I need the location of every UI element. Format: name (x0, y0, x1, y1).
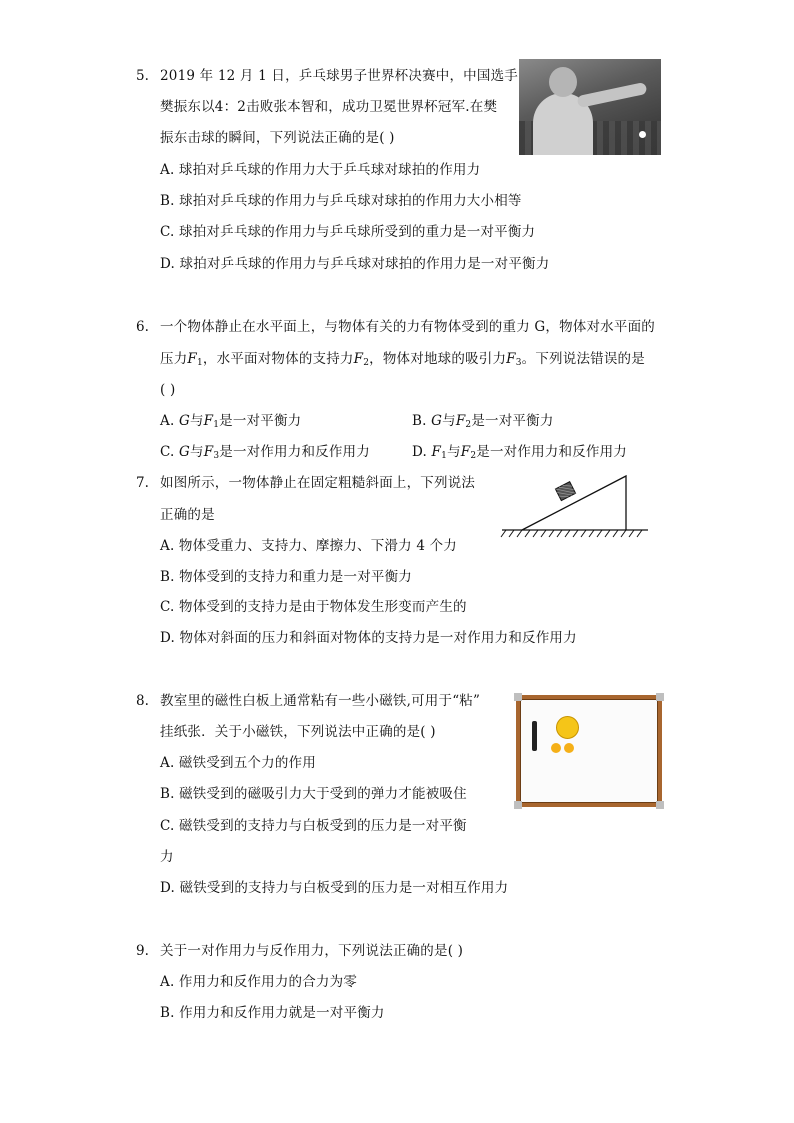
question-6-option-c[interactable]: C. G与$F_3$是一对作用力和反作用力 (160, 444, 370, 461)
question-7-line-2: 正确的是 (160, 507, 215, 523)
question-8-option-d[interactable]: D. 磁铁受到的支持力与白板受到的压力是一对相互作用力 (160, 880, 509, 896)
incline-diagram (500, 472, 650, 540)
whiteboard-image (516, 695, 662, 807)
question-9-number: 9. (136, 943, 149, 959)
question-8-option-a[interactable]: A. 磁铁受到五个力的作用 (160, 755, 316, 771)
question-5-option-a[interactable]: A. 球拍对乒乓球的作用力大于乒乓球对球拍的作用力 (160, 162, 481, 178)
table-tennis-photo (519, 59, 661, 155)
question-8-option-c-continued: 力 (160, 849, 174, 865)
question-6-line-2: 压力$F_1$，水平面对物体的支持力$F_2$，物体对地球的吸引力$F_3$。下列说法错误的是 (160, 351, 645, 368)
question-6-option-d[interactable]: D. $F_1$与$F_2$是一对作用力和反作用力 (412, 444, 627, 461)
question-8-line-1: 教室里的磁性白板上通常粘有一些小磁铁,可用于“粘” (160, 693, 481, 709)
question-8-line-2: 挂纸张．关于小磁铁，下列说法中正确的是( ) (160, 724, 436, 740)
question-5-option-c[interactable]: C. 球拍对乒乓球的作用力与乒乓球所受到的重力是一对平衡力 (160, 224, 536, 240)
question-7-option-d[interactable]: D. 物体对斜面的压力和斜面对物体的支持力是一对作用力和反作用力 (160, 630, 577, 646)
question-7-line-1: 如图所示，一物体静止在固定粗糙斜面上，下列说法 (160, 475, 476, 491)
question-6-line-3: ( ) (160, 382, 176, 398)
question-6-number: 6. (136, 319, 149, 335)
question-7-option-a[interactable]: A. 物体受重力、支持力、摩擦力、下滑力 4 个力 (160, 538, 458, 554)
question-7-option-b[interactable]: B. 物体受到的支持力和重力是一对平衡力 (160, 569, 413, 585)
question-8-option-c[interactable]: C. 磁铁受到的支持力与白板受到的压力是一对平衡 (160, 818, 467, 834)
question-5-option-d[interactable]: D. 球拍对乒乓球的作用力与乒乓球对球拍的作用力是一对平衡力 (160, 256, 550, 272)
question-7-number: 7. (136, 475, 149, 491)
question-6-option-b[interactable]: B. G与$F_2$是一对平衡力 (412, 413, 554, 430)
question-5-line-3: 振东击球的瞬间，下列说法正确的是( ) (160, 130, 395, 146)
question-5-number: 5. (136, 68, 149, 84)
question-8-number: 8. (136, 693, 149, 709)
question-5-option-b[interactable]: B. 球拍对乒乓球的作用力与乒乓球对球拍的作用力大小相等 (160, 193, 522, 209)
question-6-option-a[interactable]: A. G与$F_1$是一对平衡力 (160, 413, 302, 430)
question-5-line-2: 樊振东以4：2击败张本智和，成功卫冕世界杯冠军.在樊 (160, 99, 498, 115)
question-5-line-1: 2019 年 12 月 1 日，乒乓球男子世界杯决赛中，中国选手 (160, 68, 518, 84)
question-9-option-a[interactable]: A. 作用力和反作用力的合力为零 (160, 974, 358, 990)
question-8-option-b[interactable]: B. 磁铁受到的磁吸引力大于受到的弹力才能被吸住 (160, 786, 467, 802)
question-7-option-c[interactable]: C. 物体受到的支持力是由于物体发生形变而产生的 (160, 599, 467, 615)
question-6-line-1: 一个物体静止在水平面上，与物体有关的力有物体受到的重力 G，物体对水平面的 (160, 319, 655, 335)
question-9-line-1: 关于一对作用力与反作用力，下列说法正确的是( ) (160, 943, 464, 959)
question-9-option-b[interactable]: B. 作用力和反作用力就是一对平衡力 (160, 1005, 385, 1021)
